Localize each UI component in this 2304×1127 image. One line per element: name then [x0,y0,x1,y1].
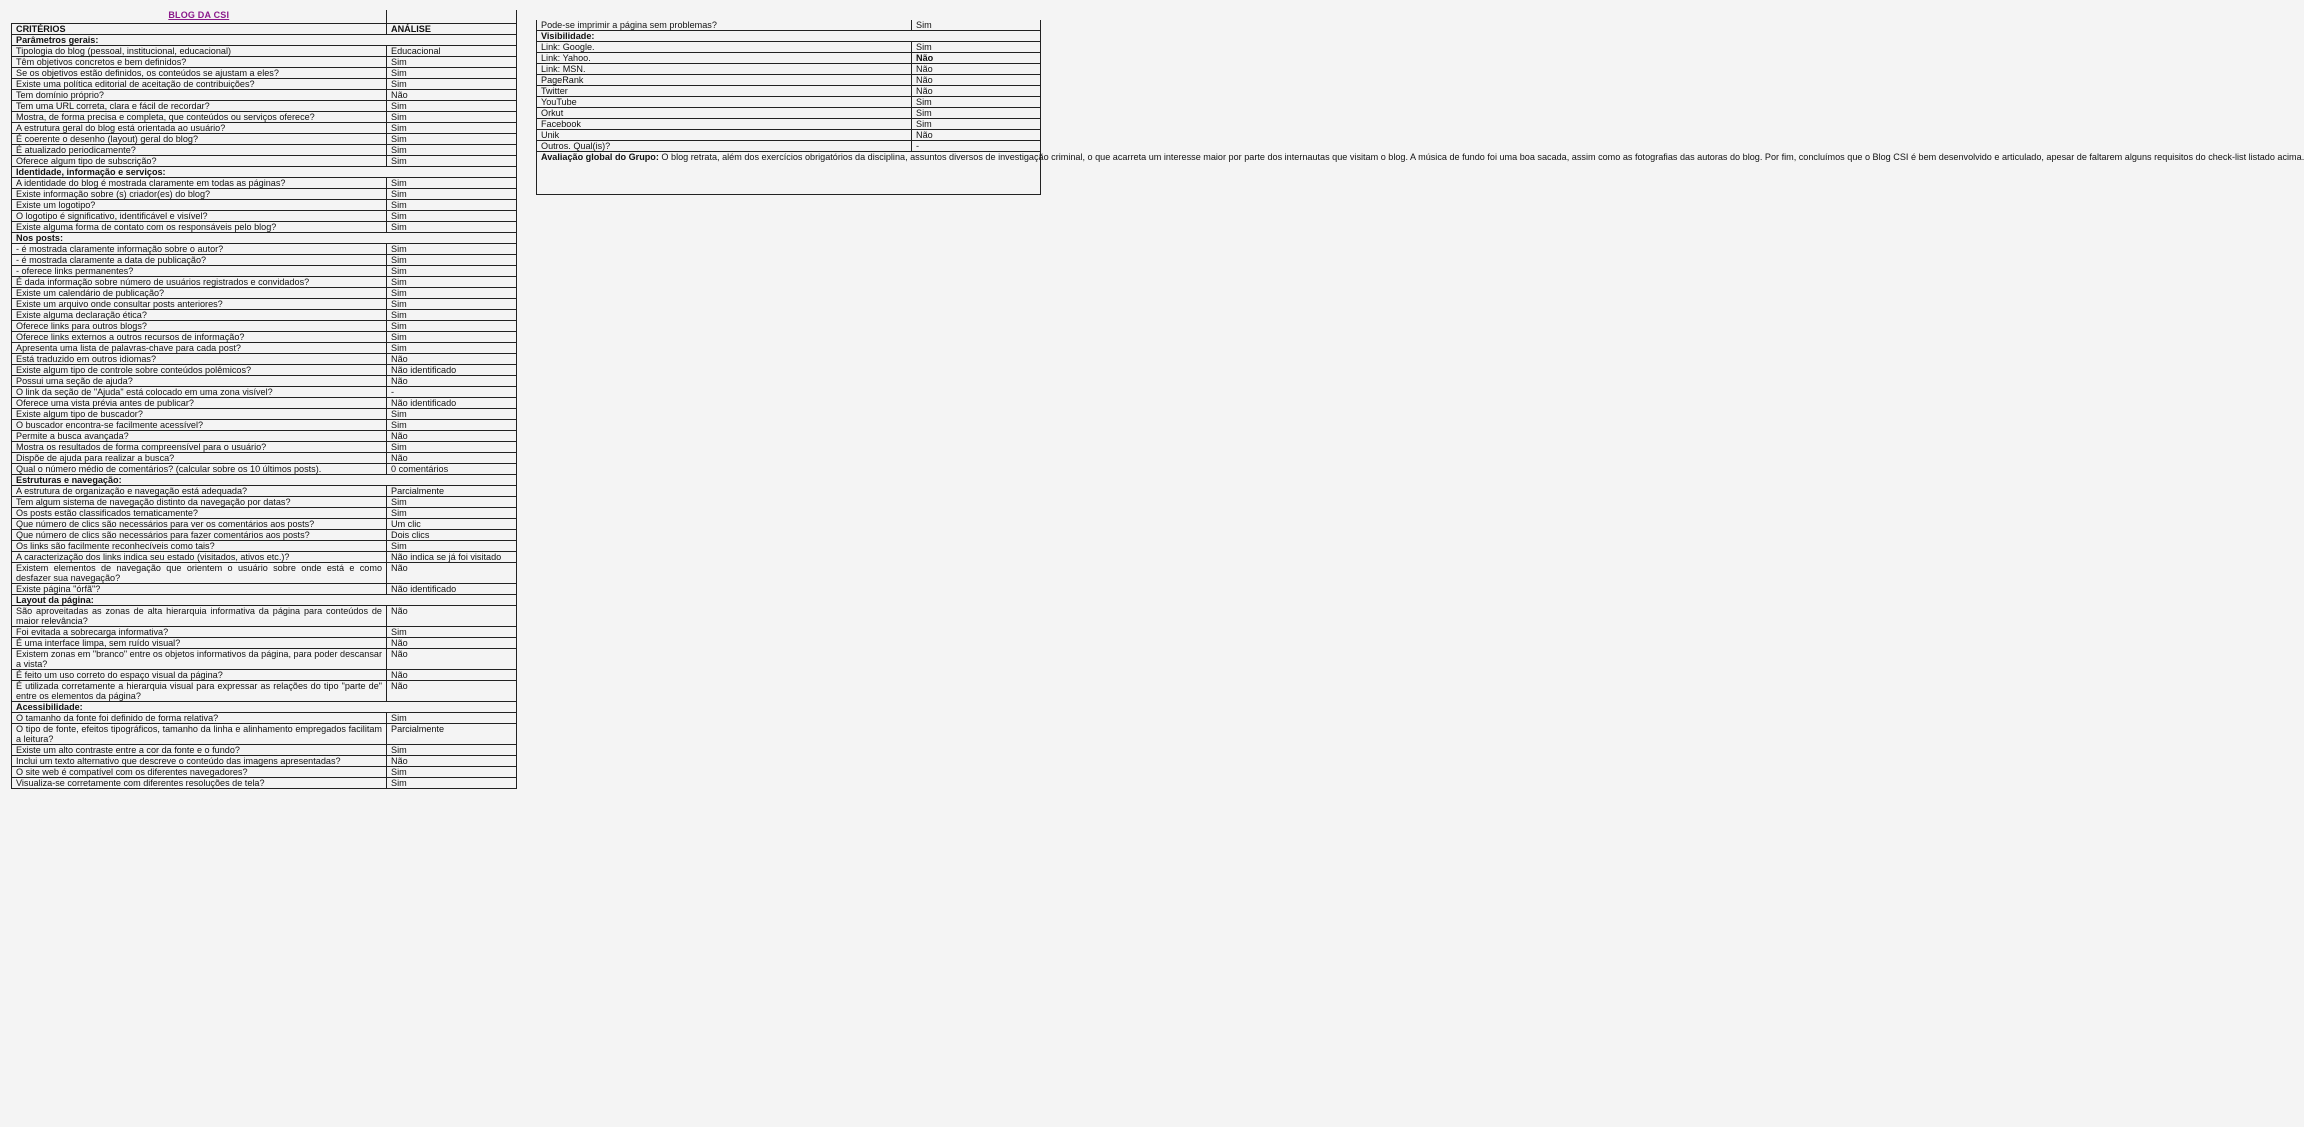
analysis-cell: Sim [387,343,517,354]
criterion-cell: É atualizado periodicamente? [12,145,387,156]
analysis-cell: Sim [387,288,517,299]
table-row [537,53,1041,64]
table-row [12,255,517,266]
table-row [12,288,517,299]
criterion-cell: Oferece algum tipo de subscrição? [12,156,387,167]
table-row [12,321,517,332]
section-row [12,167,517,178]
criterion-cell: Existe alguma declaração ética? [12,310,387,321]
analysis-cell: Não [387,756,517,767]
criterion-cell: Que número de clics são necessários para fazer comentários aos posts? [12,530,387,541]
table-row [537,20,1041,31]
criterion-cell: Tem algum sistema de navegação distinto da navegação por datas? [12,497,387,508]
table-row [12,627,517,638]
criterion-cell: Tem uma URL correta, clara e fácil de recordar? [12,101,387,112]
criterion-cell: O tipo de fonte, efeitos tipográficos, tamanho da linha e alinhamento empregados facilitam a leitura? [12,724,387,745]
criterion-cell: - oferece links permanentes? [12,266,387,277]
table-row [12,112,517,123]
criterion-cell: Oferece links para outros blogs? [12,321,387,332]
table-row [12,670,517,681]
criterion-cell: É feito um uso correto do espaço visual da página? [12,670,387,681]
criterion-cell: YouTube [537,97,912,108]
table-row [12,134,517,145]
analysis-cell: Sim [387,189,517,200]
analysis-cell: Não [387,90,517,101]
analysis-cell: Sim [912,108,1041,119]
table-row [12,387,517,398]
analysis-cell: Não [387,453,517,464]
analysis-cell: Não [387,638,517,649]
analysis-cell: Não [912,86,1041,97]
table-row [537,130,1041,141]
table-row [12,101,517,112]
blog-title: BLOG DA CSI [168,10,230,20]
criterion-cell: Está traduzido em outros idiomas? [12,354,387,365]
analysis-cell: Sim [387,627,517,638]
criterion-cell: Existem zonas em "branco" entre os objetos informativos da página, para poder descansar a vista? [12,649,387,670]
analysis-cell: Sim [387,332,517,343]
criterion-cell: Inclui um texto alternativo que descreve o conteúdo das imagens apresentadas? [12,756,387,767]
analysis-cell: Não identificado [387,365,517,376]
criterion-cell: Existe algum tipo de controle sobre conteúdos polêmicos? [12,365,387,376]
criterion-cell: Unik [537,130,912,141]
criterion-cell: Possui uma seção de ajuda? [12,376,387,387]
title-row [12,10,517,24]
analysis-cell: Não [912,64,1041,75]
analysis-cell: Sim [387,778,517,789]
section-row [12,35,517,46]
table-row [12,713,517,724]
table-row [12,266,517,277]
table-row [12,519,517,530]
analysis-cell: Sim [387,200,517,211]
analysis-cell: Sim [387,244,517,255]
analysis-cell: Sim [387,145,517,156]
analysis-cell: Sim [387,255,517,266]
section-heading: Parâmetros gerais: [12,35,517,46]
analysis-cell: Sim [387,541,517,552]
global-evaluation-row [537,152,1041,195]
analysis-cell: Sim [387,134,517,145]
analysis-cell: Sim [912,42,1041,53]
criterion-cell: É coerente o desenho (layout) geral do blog? [12,134,387,145]
table-row [12,552,517,563]
criterion-cell: Apresenta uma lista de palavras-chave para cada post? [12,343,387,354]
criterion-cell: Twitter [537,86,912,97]
section-heading: Layout da página: [12,595,517,606]
analysis-cell: Sim [387,57,517,68]
section-row [12,233,517,244]
table-row [12,724,517,745]
criterion-cell: Permite a busca avançada? [12,431,387,442]
criterion-cell: Existe informação sobre (s) criador(es) do blog? [12,189,387,200]
table-row [12,376,517,387]
criterion-cell: - é mostrada claramente informação sobre o autor? [12,244,387,255]
analysis-cell: Sim [912,119,1041,130]
criterion-cell: Se os objetivos estão definidos, os conteúdos se ajustam a eles? [12,68,387,79]
criterion-cell: Tipologia do blog (pessoal, institucional, educacional) [12,46,387,57]
table-row [12,584,517,595]
table-row [12,244,517,255]
analysis-cell: Não [387,649,517,670]
analysis-cell: Sim [387,178,517,189]
section-row [12,475,517,486]
section-heading: Acessibilidade: [12,702,517,713]
criterion-cell: Existem elementos de navegação que orientem o usuário sobre onde está e como desfazer sua navegação? [12,563,387,584]
table-row [12,57,517,68]
table-row [12,354,517,365]
analysis-cell: Sim [387,299,517,310]
analysis-cell: Sim [387,497,517,508]
analysis-cell: Não [912,130,1041,141]
global-evaluation [537,152,2304,195]
table-row [12,310,517,321]
table-row [537,75,1041,86]
criterion-cell: Mostra, de forma precisa e completa, que conteúdos ou serviços oferece? [12,112,387,123]
criterion-cell: Oferece uma vista prévia antes de publicar? [12,398,387,409]
criterion-cell: Qual o número médio de comentários? (calcular sobre os 10 últimos posts). [12,464,387,475]
table-row [12,638,517,649]
analysis-cell: Sim [387,112,517,123]
section-row [537,31,1041,42]
table-row [12,530,517,541]
analysis-cell: - [912,141,1041,152]
analysis-cell: Sim [387,310,517,321]
analysis-cell: Sim [387,409,517,420]
table-row [12,46,517,57]
table-row [12,541,517,552]
analysis-cell: Sim [387,767,517,778]
analysis-cell: Sim [387,68,517,79]
analysis-cell: Não [387,670,517,681]
table-row [12,277,517,288]
criterion-cell: A estrutura de organização e navegação está adequada? [12,486,387,497]
analysis-cell: Sim [387,123,517,134]
criterion-cell: O tamanho da fonte foi definido de forma relativa? [12,713,387,724]
analysis-cell: Um clic [387,519,517,530]
table-row [12,343,517,354]
header-row [12,24,517,35]
table-row [12,745,517,756]
analysis-cell: Não indica se já foi visitado [387,552,517,563]
table-row [12,486,517,497]
table-row [12,68,517,79]
analysis-cell: Sim [387,713,517,724]
analysis-cell: Não [387,681,517,702]
analysis-cell: Sim [387,321,517,332]
table-row [12,409,517,420]
table-row [12,563,517,584]
table-row [12,606,517,627]
analysis-cell: Parcialmente [387,724,517,745]
table-row [537,64,1041,75]
table-row [12,497,517,508]
analysis-cell: Sim [912,97,1041,108]
analysis-cell: Não [387,563,517,584]
table-row [12,431,517,442]
criterion-cell: Orkut [537,108,912,119]
criterion-cell: A identidade do blog é mostrada claramente em todas as páginas? [12,178,387,189]
table-row [537,119,1041,130]
table-row [12,156,517,167]
analysis-cell: Não [387,431,517,442]
analysis-cell: Não identificado [387,584,517,595]
section-heading: Visibilidade: [537,31,1041,42]
table-row [537,97,1041,108]
criteria-header: CRITÉRIOS [12,24,387,35]
criterion-cell: Oferece links externos a outros recursos de informação? [12,332,387,343]
criterion-cell: Pode-se imprimir a página sem problemas? [537,20,912,31]
criterion-cell: Link: MSN. [537,64,912,75]
table-row [12,90,517,101]
analysis-cell: Sim [387,277,517,288]
analysis-cell: 0 comentários [387,464,517,475]
table-row [12,464,517,475]
analysis-cell: Não identificado [387,398,517,409]
criterion-cell: - é mostrada claramente a data de publicação? [12,255,387,266]
table-row [12,767,517,778]
analysis-cell: Sim [387,745,517,756]
table-row [12,145,517,156]
section-heading: Estruturas e navegação: [12,475,517,486]
criterion-cell: Link: Yahoo. [537,53,912,64]
table-row [12,681,517,702]
analysis-cell: Dois clics [387,530,517,541]
criterion-cell: O logotipo é significativo, identificável e visível? [12,211,387,222]
criterion-cell: É dada informação sobre número de usuários registrados e convidados? [12,277,387,288]
table-row [537,42,1041,53]
section-heading: Identidade, informação e serviços: [12,167,517,178]
table-row [12,649,517,670]
table-row [12,79,517,90]
analysis-cell: Não [912,75,1041,86]
analysis-cell: Sim [912,20,1041,31]
table-row [12,189,517,200]
analysis-cell: Sim [387,101,517,112]
table-row [537,141,1041,152]
analysis-cell: Sim [387,156,517,167]
criterion-cell: O site web é compatível com os diferentes navegadores? [12,767,387,778]
criterion-cell: PageRank [537,75,912,86]
criterion-cell: Os links são facilmente reconhecíveis como tais? [12,541,387,552]
analysis-cell: Sim [387,442,517,453]
criterion-cell: Mostra os resultados de forma compreensível para o usuário? [12,442,387,453]
table-row [12,508,517,519]
table-row [12,453,517,464]
criterion-cell: Têm objetivos concretos e bem definidos? [12,57,387,68]
criterion-cell: A estrutura geral do blog está orientada ao usuário? [12,123,387,134]
criterion-cell: O link da seção de "Ajuda" está colocado em uma zona visível? [12,387,387,398]
criterion-cell: Existe uma política editorial de aceitação de contribuições? [12,79,387,90]
criterion-cell: A caracterização dos links indica seu estado (visitados, ativos etc.)? [12,552,387,563]
criterion-cell: É utilizada corretamente a hierarquia visual para expressar as relações do tipo "parte de" entre os elementos da página? [12,681,387,702]
criterion-cell: Os posts estão classificados tematicamente? [12,508,387,519]
criterion-cell: Outros. Qual(is)? [537,141,912,152]
criterion-cell: Dispõe de ajuda para realizar a busca? [12,453,387,464]
criterion-cell: O buscador encontra-se facilmente acessível? [12,420,387,431]
analysis-cell: Não [387,606,517,627]
table-row [12,365,517,376]
analysis-cell: Não [912,53,1041,64]
analysis-cell: Educacional [387,46,517,57]
table-row [12,442,517,453]
criterion-cell: Existe alguma forma de contato com os responsáveis pelo blog? [12,222,387,233]
criterion-cell: Link: Google. [537,42,912,53]
table-row [12,200,517,211]
table-row [12,398,517,409]
table-row [537,86,1041,97]
table-row [12,778,517,789]
criterion-cell: Existe um calendário de publicação? [12,288,387,299]
criterion-cell: Existe um arquivo onde consultar posts anteriores? [12,299,387,310]
table-row [537,108,1041,119]
analysis-cell: Sim [387,508,517,519]
analysis-cell: Sim [387,211,517,222]
section-row [12,595,517,606]
criterion-cell: Que número de clics são necessários para ver os comentários aos posts? [12,519,387,530]
criterion-cell: Existe página "órfã"? [12,584,387,595]
analysis-cell: Parcialmente [387,486,517,497]
table-row [12,211,517,222]
analysis-cell: Não [387,354,517,365]
analysis-cell: - [387,387,517,398]
global-evaluation-label: Avaliação global do Grupo: [541,152,659,162]
criteria-table [11,10,517,789]
table-row [12,332,517,343]
criterion-cell: Existe um logotipo? [12,200,387,211]
table-row [12,222,517,233]
table-row [12,123,517,134]
criterion-cell: São aproveitadas as zonas de alta hierarquia informativa da página para conteúdos de maior relevância? [12,606,387,627]
global-evaluation-text: O blog retrata, além dos exercícios obrigatórios da disciplina, assuntos diversos de investigação criminal, o que acarreta um interesse maior por parte dos internautas que visitam o blog. A música de fundo foi uma boa sacada, assim como as fotografias das autoras do blog. Por fim, concluímos que o Blog CSI é bem desenvolvido e articulado, apesar de faltarem alguns requisitos do check-list listado acima. [658,152,2304,162]
analysis-cell: Sim [387,222,517,233]
table-row [12,299,517,310]
analysis-header: ANÁLISE [387,24,517,35]
section-heading: Nos posts: [12,233,517,244]
table-row [12,178,517,189]
criterion-cell: Facebook [537,119,912,130]
table-row [12,756,517,767]
criterion-cell: Tem domínio próprio? [12,90,387,101]
analysis-cell: Sim [387,79,517,90]
criterion-cell: Visualiza-se corretamente com diferentes resoluções de tela? [12,778,387,789]
visibility-table [536,20,2304,195]
criterion-cell: Foi evitada a sobrecarga informativa? [12,627,387,638]
section-row [12,702,517,713]
analysis-cell: Sim [387,266,517,277]
criterion-cell: Existe um alto contraste entre a cor da fonte e o fundo? [12,745,387,756]
analysis-cell: Sim [387,420,517,431]
analysis-cell: Não [387,376,517,387]
criterion-cell: É uma interface limpa, sem ruído visual? [12,638,387,649]
criterion-cell: Existe algum tipo de buscador? [12,409,387,420]
table-row [12,420,517,431]
